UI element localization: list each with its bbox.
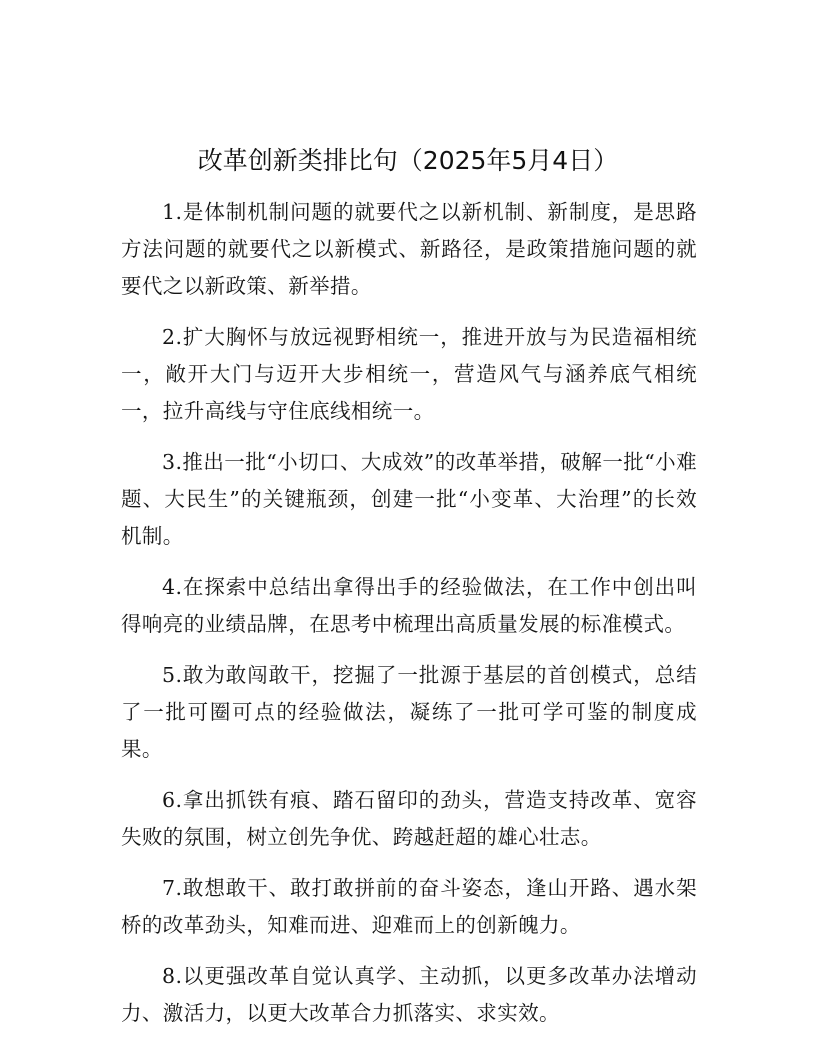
paragraph-4: 4.在探索中总结出拿得出手的经验做法，在工作中创出叫得响亮的业绩品牌，在思考中梳理出高质量发展的标准模式。 [121,575,697,636]
paragraph-2: 2.扩大胸怀与放远视野相统一，推进开放与为民造福相统一，敞开大门与迈开大步相统一，营造风气与涵养底气相统一，拉升高线与守住底线相统一。 [121,325,697,423]
paragraph-8: 8.以更强改革自觉认真学、主动抓，以更多改革办法增动力、激活力，以更大改革合力抓落实、求实效。 [121,964,697,1025]
document-body [121,194,697,1046]
paragraph-7: 7.敢想敢干、敢打敢拼前的奋斗姿态，逢山开路、遇水架桥的改革劲头，知难而进、迎难而上的创新魄力。 [121,876,697,937]
paragraph-3: 3.推出一批“小切口、大成效”的改革举措，破解一批“小难题、大民生”的关键瓶颈，创建一批“小变革、大治理”的长效机制。 [121,450,697,548]
document-title: 改革创新类排比句（2025年5月4日） [197,146,619,175]
paragraph-6: 6.拿出抓铁有痕、踏石留印的劲头，营造支持改革、宽容失败的氛围，树立创先争优、跨越赶超的雄心壮志。 [121,788,697,849]
paragraph-1: 1.是体制机制问题的就要代之以新机制、新制度，是思路方法问题的就要代之以新模式、新路径，是政策措施问题的就要代之以新政策、新举措。 [121,200,697,298]
paragraph-5: 5.敢为敢闯敢干，挖掘了一批源于基层的首创模式，总结了一批可圈可点的经验做法，凝练了一批可学可鉴的制度成果。 [121,663,697,761]
